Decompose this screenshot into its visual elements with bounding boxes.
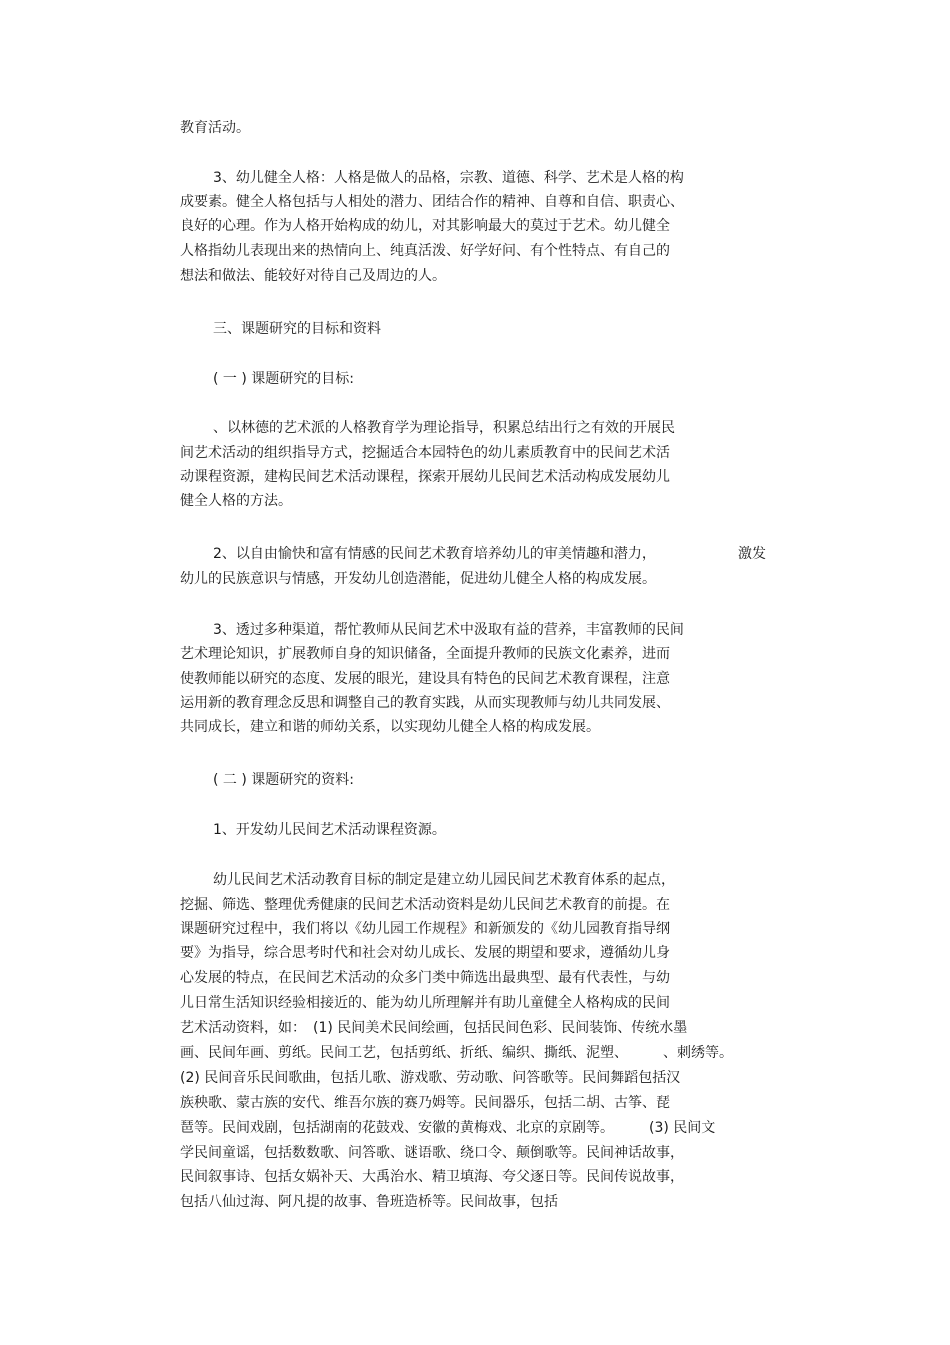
text-line: 使教师能以研究的态度、发展的眼光，建设具有特色的民间艺术教育课程，注意 [180, 671, 670, 687]
text-line: 教育活动。 [180, 120, 250, 136]
text-line: 画、民间年画、剪纸。民间工艺，包括剪纸、折纸、编织、撕纸、泥塑、 、刺绣等。 [180, 1045, 733, 1061]
text-line: 动课程资源，建构民间艺术活动课程，探索开展幼儿民间艺术活动构成发展幼儿 [180, 469, 670, 485]
text-line: 艺术活动资料，如： (1) 民间美术民间绘画，包括民间色彩、民间装饰、传统水墨 [180, 1020, 688, 1036]
text-line: 运用新的教育理念反思和调整自己的教育实践，从而实现教师与幼儿共同发展、 [180, 695, 670, 711]
text-line: 要》为指导，综合思考时代和社会对幼儿成长、发展的期望和要求，遵循幼儿身 [180, 945, 670, 961]
text-line: 人格指幼儿表现出来的热情向上、纯真活泼、好学好问、有个性特点、有自己的 [180, 243, 670, 259]
text-line: 想法和做法、能较好对待自己及周边的人。 [180, 268, 446, 284]
text-line: 儿日常生活知识经验相接近的、能为幼儿所理解并有助儿童健全人格构成的民间 [180, 995, 670, 1011]
text-line: 3、透过多种渠道，帮忙教师从民间艺术中汲取有益的营养，丰富教师的民间 [213, 622, 684, 638]
text-line: 琶等。民间戏剧，包括湖南的花鼓戏、安徽的黄梅戏、北京的京剧等。 (3) 民间文 [180, 1120, 716, 1136]
text-line: (2) 民间音乐民间歌曲，包括儿歌、游戏歌、劳动歌、问答歌等。民间舞蹈包括汉 [180, 1070, 681, 1086]
text-line: 课题研究过程中，我们将以《幼儿园工作规程》和新颁发的《幼儿园教育指导纲 [180, 921, 670, 937]
text-line: 挖掘、筛选、整理优秀健康的民间艺术活动资料是幼儿民间艺术教育的前提。在 [180, 897, 670, 913]
text-line: 共同成长，建立和谐的师幼关系，以实现幼儿健全人格的构成发展。 [180, 719, 600, 735]
text-line: 良好的心理。作为人格开始构成的幼儿，对其影响最大的莫过于艺术。幼儿健全 [180, 218, 670, 234]
text-line: 族秧歌、蒙古族的安代、维吾尔族的赛乃姆等。民间器乐，包括二胡、古筝、琵 [180, 1095, 670, 1111]
subsection-heading: ( 二 ) 课题研究的资料: [213, 772, 354, 788]
text-line: 心发展的特点，在民间艺术活动的众多门类中筛选出最典型、最有代表性，与幼 [180, 970, 670, 986]
text-line: 1、开发幼儿民间艺术活动课程资源。 [213, 822, 446, 838]
subsection-heading: ( 一 ) 课题研究的目标: [213, 371, 354, 387]
text-line: 健全人格的方法。 [180, 493, 292, 509]
text-line: 激发 [738, 546, 766, 562]
section-heading: 三、课题研究的目标和资料 [213, 321, 381, 337]
text-line: 3、幼儿健全人格：人格是做人的品格，宗教、道德、科学、艺术是人格的构 [213, 170, 684, 186]
text-line: 艺术理论知识，扩展教师自身的知识储备，全面提升教师的民族文化素养，进而 [180, 646, 670, 662]
text-line: 包括八仙过海、阿凡提的故事、鲁班造桥等。民间故事，包括 [180, 1194, 558, 1210]
text-line: 成要素。健全人格包括与人相处的潜力、团结合作的精神、自尊和自信、职责心、 [180, 194, 684, 210]
text-line: 幼儿的民族意识与情感，开发幼儿创造潜能，促进幼儿健全人格的构成发展。 [180, 571, 656, 587]
text-line: 学民间童谣，包括数数歌、问答歌、谜语歌、绕口令、颠倒歌等。民间神话故事， [180, 1145, 684, 1161]
text-line: 2、以自由愉快和富有情感的民间艺术教育培养幼儿的审美情趣和潜力， [213, 546, 656, 562]
text-line: 、以林德的艺术派的人格教育学为理论指导，积累总结出行之有效的开展民 [213, 420, 675, 436]
text-line: 间艺术活动的组织指导方式，挖掘适合本园特色的幼儿素质教育中的民间艺术活 [180, 445, 670, 461]
text-line: 民间叙事诗、包括女娲补天、大禹治水、精卫填海、夸父逐日等。民间传说故事， [180, 1169, 684, 1185]
text-line: 幼儿民间艺术活动教育目标的制定是建立幼儿园民间艺术教育体系的起点， [213, 872, 675, 888]
